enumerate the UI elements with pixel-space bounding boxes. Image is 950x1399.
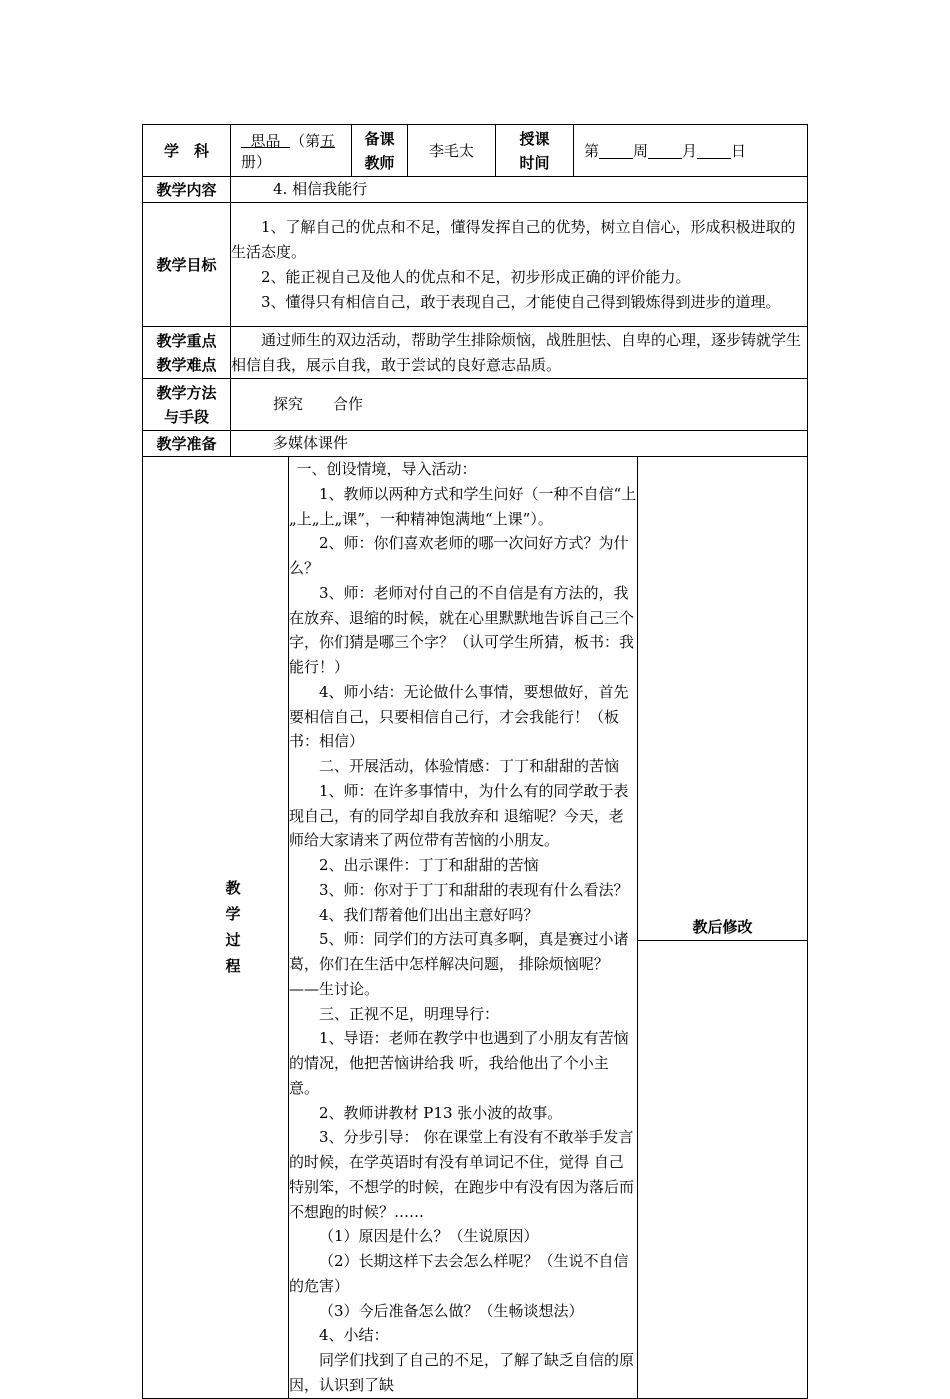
process-paragraph: 5、师：同学们的方法可真多啊，真是赛过小诸葛，你们在生活中怎样解决问题， 排除烦恼呢？——生讨论。 xyxy=(289,930,629,998)
goals-label: 教学目标 xyxy=(143,203,231,327)
process-section-3-title: 三、正视不足，明理导行： xyxy=(319,1004,500,1023)
process-paragraph: （1）原因是什么？（生说原因） xyxy=(319,1227,539,1246)
process-label: 教 学 过 程 xyxy=(143,457,289,1399)
process-paragraph: 4、我们帮着他们出出主意好吗？ xyxy=(319,905,539,924)
preparation-value: 多媒体课件 xyxy=(231,431,808,457)
process-section-1-title: 一、创设情境，导入活动： xyxy=(296,460,477,478)
class-date-cell: 第 周 月 日 xyxy=(574,125,808,177)
goal-2: 2、能正视自己及他人的优点和不足，初步形成正确的评价能力。 xyxy=(261,267,691,286)
process-paragraph: （3）今后准备怎么做？（生畅谈想法） xyxy=(319,1301,584,1320)
preparation-label: 教学准备 xyxy=(143,431,231,457)
month-blank xyxy=(648,142,682,159)
prep-teacher-label: 备课 教师 xyxy=(352,125,408,177)
process-paragraph: 3、师：老师对付自己的不自信是有方法的，我在放弃、退缩的时候，就在心里默默地告诉自己三个字，你们猜是哪三个字？（认可学生所猜，板书：我能行！） xyxy=(289,583,635,676)
day-blank xyxy=(697,142,731,159)
process-paragraph: 3、分步引导： 你在课堂上有没有不敢举手发言的时候，在学英语时有没有单词记不住，觉得 自己特别笨，不想学的时候，在跑步中有没有因为落后而不想跑的时候？…… xyxy=(289,1128,635,1221)
preparation-row xyxy=(143,431,808,457)
goal-1: 1、了解自己的优点和不足，懂得发挥自己的优势，树立自信心，形成积极进取的 生活态度。 xyxy=(231,217,796,261)
volume-suffix: 册） xyxy=(241,152,272,171)
subject-label: 学 科 xyxy=(143,125,231,177)
process-row xyxy=(143,457,808,1399)
lesson-plan-table xyxy=(142,124,808,1399)
key-points-row xyxy=(143,327,808,379)
process-paragraph: 1、导语：老师在教学中也遇到了小朋友有苦恼的情况，他把苦恼讲给我 听，我给他出了个小主意。 xyxy=(289,1029,629,1097)
goal-3: 3、懂得只有相信自己，敢于表现自己，才能使自己得到锻炼得到进步的道理。 xyxy=(261,292,781,311)
key-points-label: 教学重点 教学难点 xyxy=(143,327,231,379)
process-paragraph: 1、教师以两种方式和学生问好（一种不自信“上„上„上„课”，一种精神饱满地“上课”）。 xyxy=(289,484,637,528)
process-paragraph: 1、师：在许多事情中，为什么有的同学敢于表现自己，有的同学却自我放弃和 退缩呢？今天，老师给大家请来了两位带有苦恼的小朋友。 xyxy=(289,781,629,850)
volume-number: 五 xyxy=(320,131,336,150)
header-row xyxy=(143,125,808,177)
process-paragraph: 2、出示课件：丁丁和甜甜的苦恼 xyxy=(319,856,539,874)
content-row xyxy=(143,177,808,203)
process-paragraph: 2、师：你们喜欢老师的哪一次问好方式？为什么？ xyxy=(289,534,629,577)
content-value: 4. 相信我能行 xyxy=(231,177,808,203)
process-paragraph: 4、师小结：无论做什么事情，要想做好，首先要相信自己，只要相信自己行，才会我能行！（板书：相信） xyxy=(289,682,629,751)
subject-cell xyxy=(231,125,352,177)
week-blank xyxy=(599,142,633,159)
process-paragraph: 2、教师讲教材 P13 张小波的故事。 xyxy=(319,1103,563,1122)
class-time-label: 授课 时间 xyxy=(496,125,574,177)
process-paragraph: （2）长期这样下去会怎么样呢？（生说不自信的危害） xyxy=(289,1252,629,1295)
teacher-name: 李毛太 xyxy=(408,125,496,177)
goals-cell xyxy=(231,203,808,327)
process-section-2-title: 二、开展活动，体验情感：丁丁和甜甜的苦恼 xyxy=(319,757,620,775)
revision-label: 教后修改 xyxy=(638,914,807,941)
subject-value: 思品 xyxy=(250,131,281,150)
volume-prefix: （第 xyxy=(290,131,321,150)
content-label: 教学内容 xyxy=(143,177,231,203)
goals-row xyxy=(143,203,808,327)
key-points-value: 通过师生的双边活动，帮助学生排除烦恼，战胜胆怯、自卑的心理，逐步铸就学生相信自我，展示自我，敢于尝试的良好意志品质。 xyxy=(231,327,808,379)
process-paragraph: 同学们找到了自己的不足，了解了缺乏自信的原因，认识到了缺 xyxy=(289,1351,635,1394)
process-paragraph: 3、师：你对于丁丁和甜甜的表现有什么看法？ xyxy=(319,880,629,899)
methods-value: 探究 合作 xyxy=(231,379,808,431)
methods-label: 教学方法 与手段 xyxy=(143,379,231,431)
process-content xyxy=(289,457,638,1399)
methods-row xyxy=(143,379,808,431)
revision-column xyxy=(638,457,808,1399)
process-paragraph: 4、小结： xyxy=(319,1326,389,1345)
